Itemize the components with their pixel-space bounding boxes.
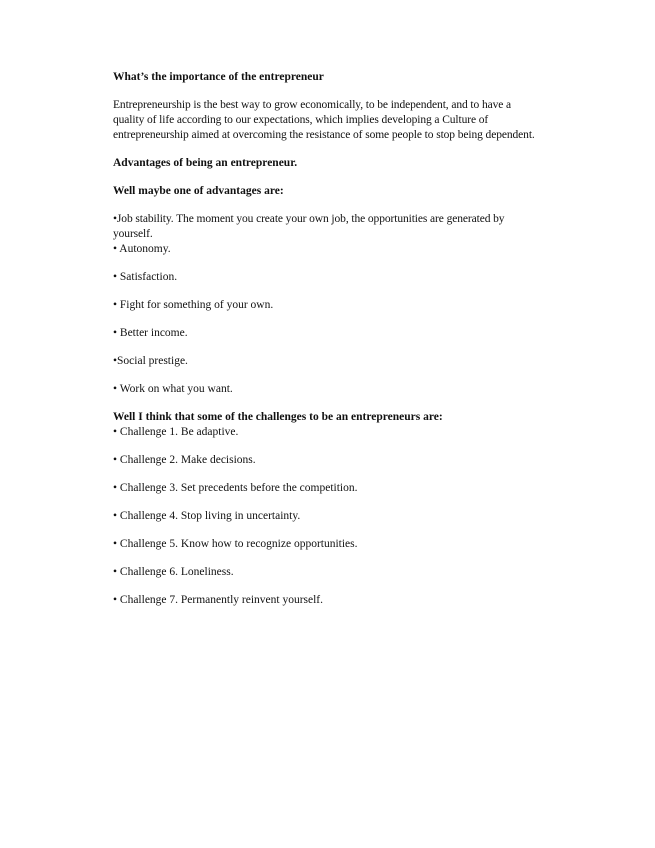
advantage-item-satisfaction: • Satisfaction.: [113, 271, 178, 283]
challenge-item-2: • Challenge 2. Make decisions.: [113, 454, 256, 466]
advantage-item-job-stability: •Job stability. The moment you create your own job, the opportunities are generated by yourself.: [113, 213, 505, 240]
heading-challenges: Well I think that some of the challenges to be an entrepreneurs are:: [113, 411, 443, 423]
challenge-item-7: • Challenge 7. Permanently reinvent yourself.: [113, 594, 324, 606]
challenges-list: [113, 425, 543, 608]
challenge-item-1: • Challenge 1. Be adaptive.: [113, 426, 239, 438]
challenge-item-4: • Challenge 4. Stop living in uncertainty.: [113, 510, 301, 522]
heading-importance: What’s the importance of the entrepreneur: [113, 71, 324, 83]
challenge-item-3: • Challenge 3. Set precedents before the competition.: [113, 482, 358, 494]
heading-advantages-list-intro: Well maybe one of advantages are:: [113, 185, 284, 197]
advantage-item-autonomy: • Autonomy.: [113, 243, 171, 255]
advantage-item-income: • Better income.: [113, 327, 188, 339]
challenge-item-5: • Challenge 5. Know how to recognize opportunities.: [113, 538, 358, 550]
paragraph-importance: Entrepreneurship is the best way to grow economically, to be independent, and to have a quality of life according to our expectations, which implies developing a Culture of entrepreneurship aimed at overcoming the resistance of some people to stop being dependent.: [113, 99, 535, 141]
document-page: [113, 70, 543, 608]
heading-advantages: Advantages of being an entrepreneur.: [113, 157, 298, 169]
advantage-item-work: • Work on what you want.: [113, 383, 233, 395]
advantage-item-fight: • Fight for something of your own.: [113, 299, 274, 311]
challenge-item-6: • Challenge 6. Loneliness.: [113, 566, 234, 578]
advantage-item-prestige: •Social prestige.: [113, 355, 188, 367]
advantages-list: [113, 242, 543, 397]
